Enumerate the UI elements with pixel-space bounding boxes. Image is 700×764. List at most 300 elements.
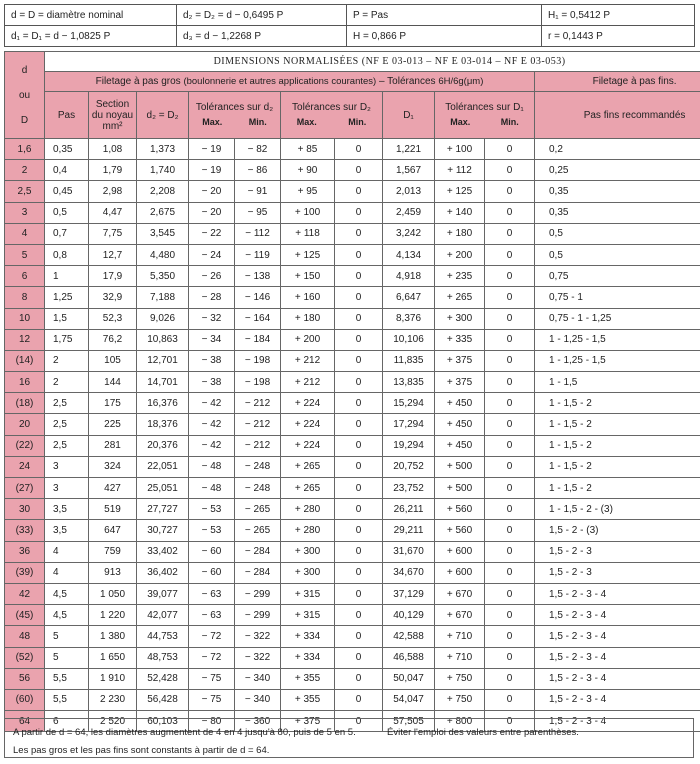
tol-d2-min-cell: − 184 xyxy=(235,329,281,350)
d2-cell: 10,863 xyxy=(137,329,189,350)
D1-cell: 8,376 xyxy=(383,308,435,329)
d2-cell: 14,701 xyxy=(137,372,189,393)
table-row xyxy=(5,139,700,160)
dimensions-table xyxy=(4,51,700,732)
coarse-thread-header xyxy=(45,72,535,92)
tol-d2-min-cell: − 119 xyxy=(235,244,281,265)
tol-d2-max-cell: − 22 xyxy=(189,223,235,244)
tol-D1-max-cell: + 450 xyxy=(435,393,485,414)
tol-D2-min-cell: 0 xyxy=(335,160,383,181)
D1-cell: 1,221 xyxy=(383,139,435,160)
d-header-line: d xyxy=(21,64,28,76)
tol-D1-max-cell: + 600 xyxy=(435,562,485,583)
tol-D1-header xyxy=(435,92,535,139)
fine-pitch-header: Pas fins recommandés xyxy=(535,92,700,139)
fine-pitch-cell: 1,5 - 2 - 3 - 4 xyxy=(535,583,700,604)
tol-D2-max-cell: + 300 xyxy=(281,541,335,562)
diameter-cell: (27) xyxy=(5,478,45,499)
tol-d2-min-cell: − 82 xyxy=(235,139,281,160)
tol-D1-min-cell: 0 xyxy=(485,244,535,265)
min-label: Min. xyxy=(348,117,367,127)
tol-D1-min-cell: 0 xyxy=(485,499,535,520)
tol-d2-min-cell: − 212 xyxy=(235,435,281,456)
pitch-cell: 3 xyxy=(45,478,89,499)
tol-D2-max-cell: + 300 xyxy=(281,562,335,583)
tol-D2-max-cell: + 180 xyxy=(281,308,335,329)
tol-D1-max-cell: + 265 xyxy=(435,287,485,308)
tol-d2-max-cell: − 48 xyxy=(189,478,235,499)
fine-pitch-cell: 1 - 1,25 - 1,5 xyxy=(535,350,700,371)
diameter-cell: 48 xyxy=(5,626,45,647)
table-row xyxy=(5,435,700,456)
section-cell: 1 220 xyxy=(89,605,137,626)
tol-D2-header xyxy=(281,92,383,139)
pitch-cell: 2,5 xyxy=(45,393,89,414)
tol-D2-max-cell: + 334 xyxy=(281,626,335,647)
D1-cell: 54,047 xyxy=(383,689,435,710)
tol-D1-max-cell: + 560 xyxy=(435,499,485,520)
D1-cell: 6,647 xyxy=(383,287,435,308)
table-row xyxy=(5,605,700,626)
definition-cell: d = D = diamètre nominal xyxy=(5,5,177,26)
diameter-cell: (39) xyxy=(5,562,45,583)
section-header-line: mm² xyxy=(102,120,123,132)
d2-cell: 20,376 xyxy=(137,435,189,456)
d2-cell: 18,376 xyxy=(137,414,189,435)
fine-pitch-cell: 1 - 1,5 - 2 xyxy=(535,414,700,435)
fine-pitch-cell: 1,5 - 2 - 3 - 4 xyxy=(535,668,700,689)
tol-D2-min-cell: 0 xyxy=(335,329,383,350)
section-cell: 4,47 xyxy=(89,202,137,223)
pitch-cell: 1,5 xyxy=(45,308,89,329)
diameter-cell: 20 xyxy=(5,414,45,435)
D1-cell: 15,294 xyxy=(383,393,435,414)
diameter-cell: 8 xyxy=(5,287,45,308)
tol-D2-min-cell: 0 xyxy=(335,414,383,435)
section-cell: 759 xyxy=(89,541,137,562)
diameter-cell: (33) xyxy=(5,520,45,541)
tol-d2-max-cell: − 28 xyxy=(189,287,235,308)
tol-D2-max-cell: + 90 xyxy=(281,160,335,181)
tol-d2-max-cell: − 63 xyxy=(189,583,235,604)
fine-pitch-cell: 1,5 - 2 - 3 xyxy=(535,541,700,562)
diameter-cell: 24 xyxy=(5,456,45,477)
table-row xyxy=(5,478,700,499)
tol-d2-max-cell: − 24 xyxy=(189,244,235,265)
footnote-parentheses: Éviter l'emploi des valeurs entre parenthèses. xyxy=(387,727,579,738)
section-cell: 52,3 xyxy=(89,308,137,329)
fine-thread-header: Filetage à pas fins. xyxy=(535,72,700,92)
pitch-cell: 5,5 xyxy=(45,668,89,689)
d-column-header xyxy=(5,52,45,139)
tol-d2-min-cell: − 91 xyxy=(235,181,281,202)
tol-d2-max-cell: − 19 xyxy=(189,160,235,181)
tol-D2-min-cell: 0 xyxy=(335,244,383,265)
tol-d2-min-cell: − 198 xyxy=(235,350,281,371)
tol-d2-max-cell: − 53 xyxy=(189,520,235,541)
tol-D1-max-cell: + 180 xyxy=(435,223,485,244)
pitch-cell: 5 xyxy=(45,626,89,647)
tol-D2-max-cell: + 224 xyxy=(281,414,335,435)
tol-d2-min-cell: − 322 xyxy=(235,626,281,647)
fine-pitch-cell: 0,75 - 1 - 1,25 xyxy=(535,308,700,329)
table-row xyxy=(5,562,700,583)
d2-cell: 25,051 xyxy=(137,478,189,499)
tol-D2-min-cell: 0 xyxy=(335,478,383,499)
tol-D2-max-cell: + 280 xyxy=(281,520,335,541)
fine-pitch-cell: 1 - 1,5 - 2 xyxy=(535,478,700,499)
D1-cell: 4,918 xyxy=(383,266,435,287)
fine-pitch-cell: 0,5 xyxy=(535,244,700,265)
tol-D1-max-cell: + 800 xyxy=(435,711,485,732)
D1-cell: 13,835 xyxy=(383,372,435,393)
d2-cell: 22,051 xyxy=(137,456,189,477)
tol-d2-min-cell: − 322 xyxy=(235,647,281,668)
footnote-diameters: A partir de d = 64, les diamètres augmentent de 4 en 4 jusqu'à 80, puis de 5 en 5. xyxy=(13,727,356,738)
tol-D1-min-cell: 0 xyxy=(485,605,535,626)
section-cell: 1 650 xyxy=(89,647,137,668)
formula-definitions xyxy=(4,4,695,47)
D1-cell: 19,294 xyxy=(383,435,435,456)
pitch-cell: 2,5 xyxy=(45,435,89,456)
table-title: DIMENSIONS NORMALISÉES (NF E 03-013 – NF E 03-014 – NF E 03-053) xyxy=(45,52,700,72)
tol-d2-max-cell: − 63 xyxy=(189,605,235,626)
d2-cell: 4,480 xyxy=(137,244,189,265)
coarse-label: Filetage à pas gros xyxy=(95,76,181,87)
D1-cell: 29,211 xyxy=(383,520,435,541)
tol-d2-min-cell: − 340 xyxy=(235,668,281,689)
d2-cell: 5,350 xyxy=(137,266,189,287)
d2-cell: 3,545 xyxy=(137,223,189,244)
tol-D1-min-cell: 0 xyxy=(485,711,535,732)
table-row xyxy=(5,499,700,520)
d2-cell: 33,402 xyxy=(137,541,189,562)
diameter-cell: 16 xyxy=(5,372,45,393)
tol-D2-min-cell: 0 xyxy=(335,350,383,371)
tol-D1-min-cell: 0 xyxy=(485,202,535,223)
tol-D2-min-cell: 0 xyxy=(335,668,383,689)
table-body xyxy=(5,139,700,732)
fine-pitch-cell: 0,75 - 1 xyxy=(535,287,700,308)
D1-cell: 50,047 xyxy=(383,668,435,689)
tol-D1-max-cell: + 200 xyxy=(435,244,485,265)
diameter-cell: (18) xyxy=(5,393,45,414)
D1-header: D₁ xyxy=(383,92,435,139)
d2-cell: 27,727 xyxy=(137,499,189,520)
tol-D2-max-cell: + 100 xyxy=(281,202,335,223)
section-cell: 32,9 xyxy=(89,287,137,308)
tol-D2-min-cell: 0 xyxy=(335,223,383,244)
tol-D1-max-cell: + 235 xyxy=(435,266,485,287)
tol-D1-min-cell: 0 xyxy=(485,562,535,583)
section-cell: 913 xyxy=(89,562,137,583)
tol-D1-max-cell: + 710 xyxy=(435,626,485,647)
tol-D2-max-cell: + 355 xyxy=(281,668,335,689)
section-header-line: Section xyxy=(95,98,130,110)
pitch-cell: 4 xyxy=(45,541,89,562)
fine-pitch-cell: 0,2 xyxy=(535,139,700,160)
tol-D1-min-cell: 0 xyxy=(485,287,535,308)
max-label: Max. xyxy=(296,117,317,127)
tol-D2-max-cell: + 334 xyxy=(281,647,335,668)
pitch-cell: 0,45 xyxy=(45,181,89,202)
tol-D1-max-cell: + 600 xyxy=(435,541,485,562)
pitch-cell: 2 xyxy=(45,372,89,393)
tol-d2-max-cell: − 60 xyxy=(189,541,235,562)
min-label: Min. xyxy=(248,117,267,127)
tol-D1-max-cell: + 670 xyxy=(435,583,485,604)
thread-dimensions-sheet xyxy=(4,4,694,758)
fine-pitch-cell: 0,35 xyxy=(535,181,700,202)
tol-d2-max-cell: − 26 xyxy=(189,266,235,287)
d-header-line: D xyxy=(20,114,29,126)
fine-pitch-cell: 1,5 - 2 - 3 - 4 xyxy=(535,689,700,710)
tol-D1-max-cell: + 375 xyxy=(435,350,485,371)
tol-d2-label: Tolérances sur d₂ xyxy=(195,102,274,113)
diameter-cell: 4 xyxy=(5,223,45,244)
footnotes xyxy=(4,718,694,758)
tol-D1-min-cell: 0 xyxy=(485,583,535,604)
diameter-cell: 2,5 xyxy=(5,181,45,202)
table-row xyxy=(5,668,700,689)
pitch-cell: 5 xyxy=(45,647,89,668)
fine-pitch-cell: 1,5 - 2 - 3 - 4 xyxy=(535,605,700,626)
d-header-line: ou xyxy=(18,89,31,101)
pitch-cell: 2,5 xyxy=(45,414,89,435)
d2-cell: 2,675 xyxy=(137,202,189,223)
tol-d2-min-cell: − 299 xyxy=(235,583,281,604)
tol-D1-min-cell: 0 xyxy=(485,456,535,477)
section-cell: 225 xyxy=(89,414,137,435)
section-cell: 2 230 xyxy=(89,689,137,710)
definition-row xyxy=(5,26,695,47)
pitch-cell: 4,5 xyxy=(45,605,89,626)
pas-header: Pas xyxy=(45,92,89,139)
tol-D2-max-cell: + 200 xyxy=(281,329,335,350)
fine-pitch-cell: 1 - 1,5 xyxy=(535,372,700,393)
D1-cell: 4,134 xyxy=(383,244,435,265)
section-header xyxy=(89,92,137,139)
table-row xyxy=(5,456,700,477)
tol-d2-min-cell: − 86 xyxy=(235,160,281,181)
section-cell: 1,79 xyxy=(89,160,137,181)
tol-d2-max-cell: − 20 xyxy=(189,202,235,223)
fine-pitch-cell: 1,5 - 2 - 3 - 4 xyxy=(535,647,700,668)
tol-D1-max-cell: + 140 xyxy=(435,202,485,223)
D1-cell: 17,294 xyxy=(383,414,435,435)
section-cell: 427 xyxy=(89,478,137,499)
tol-D1-min-cell: 0 xyxy=(485,414,535,435)
tolerance-label: – Tolérances xyxy=(379,76,436,87)
tol-d2-max-cell: − 34 xyxy=(189,329,235,350)
d2-cell: 1,740 xyxy=(137,160,189,181)
diameter-cell: 42 xyxy=(5,583,45,604)
tol-d2-min-cell: − 212 xyxy=(235,414,281,435)
D1-cell: 3,242 xyxy=(383,223,435,244)
tol-D1-min-cell: 0 xyxy=(485,372,535,393)
section-cell: 1 380 xyxy=(89,626,137,647)
D1-cell: 40,129 xyxy=(383,605,435,626)
d2-cell: 16,376 xyxy=(137,393,189,414)
D1-cell: 42,588 xyxy=(383,626,435,647)
pitch-cell: 5,5 xyxy=(45,689,89,710)
table-row xyxy=(5,647,700,668)
pitch-cell: 0,4 xyxy=(45,160,89,181)
pitch-cell: 6 xyxy=(45,711,89,732)
table-row xyxy=(5,160,700,181)
tol-D2-min-cell: 0 xyxy=(335,202,383,223)
tol-D2-min-cell: 0 xyxy=(335,520,383,541)
tol-d2-header xyxy=(189,92,281,139)
tol-D2-max-cell: + 265 xyxy=(281,478,335,499)
footnote-constant-pitch: Les pas gros et les pas fins sont constants à partir de d = 64. xyxy=(13,745,270,756)
tol-d2-max-cell: − 80 xyxy=(189,711,235,732)
tol-D1-max-cell: + 500 xyxy=(435,456,485,477)
tol-d2-max-cell: − 38 xyxy=(189,372,235,393)
D1-cell: 2,459 xyxy=(383,202,435,223)
tol-D2-min-cell: 0 xyxy=(335,562,383,583)
D1-cell: 46,588 xyxy=(383,647,435,668)
tol-d2-min-cell: − 138 xyxy=(235,266,281,287)
definition-cell: r = 0,1443 P xyxy=(542,26,695,47)
d2-header: d₂ = D₂ xyxy=(137,92,189,139)
tol-D2-min-cell: 0 xyxy=(335,711,383,732)
tol-d2-min-cell: − 198 xyxy=(235,372,281,393)
tol-D1-min-cell: 0 xyxy=(485,393,535,414)
tol-D1-min-cell: 0 xyxy=(485,668,535,689)
definition-cell: d₂ = D₂ = d − 0,6495 P xyxy=(177,5,347,26)
max-label: Max. xyxy=(450,117,471,127)
tol-d2-min-cell: − 95 xyxy=(235,202,281,223)
tol-D2-min-cell: 0 xyxy=(335,139,383,160)
tol-D2-min-cell: 0 xyxy=(335,372,383,393)
tol-D1-min-cell: 0 xyxy=(485,160,535,181)
tol-D2-max-cell: + 315 xyxy=(281,583,335,604)
tol-d2-max-cell: − 38 xyxy=(189,350,235,371)
diameter-cell: 30 xyxy=(5,499,45,520)
tol-D1-min-cell: 0 xyxy=(485,139,535,160)
pitch-cell: 1,75 xyxy=(45,329,89,350)
tol-d2-max-cell: − 48 xyxy=(189,456,235,477)
tol-d2-max-cell: − 60 xyxy=(189,562,235,583)
diameter-cell: 56 xyxy=(5,668,45,689)
tol-d2-min-cell: − 248 xyxy=(235,478,281,499)
table-row xyxy=(5,583,700,604)
tol-D2-max-cell: + 95 xyxy=(281,181,335,202)
pitch-cell: 1,25 xyxy=(45,287,89,308)
tolerance-grade: 6H/6g(μm) xyxy=(438,76,484,87)
table-row xyxy=(5,244,700,265)
pitch-cell: 0,35 xyxy=(45,139,89,160)
max-label: Max. xyxy=(202,117,223,127)
tol-D1-min-cell: 0 xyxy=(485,266,535,287)
D1-cell: 31,670 xyxy=(383,541,435,562)
diameter-cell: 10 xyxy=(5,308,45,329)
pitch-cell: 4,5 xyxy=(45,583,89,604)
tol-D1-max-cell: + 500 xyxy=(435,478,485,499)
fine-pitch-cell: 1 - 1,5 - 2 xyxy=(535,456,700,477)
tol-D2-max-cell: + 224 xyxy=(281,435,335,456)
section-cell: 7,75 xyxy=(89,223,137,244)
section-cell: 324 xyxy=(89,456,137,477)
tol-D1-max-cell: + 450 xyxy=(435,414,485,435)
diameter-cell: (60) xyxy=(5,689,45,710)
tol-D1-min-cell: 0 xyxy=(485,223,535,244)
pitch-cell: 0,5 xyxy=(45,202,89,223)
tol-d2-min-cell: − 212 xyxy=(235,393,281,414)
tol-D1-min-cell: 0 xyxy=(485,478,535,499)
d2-cell: 56,428 xyxy=(137,689,189,710)
tol-D1-min-cell: 0 xyxy=(485,435,535,456)
section-cell: 1 910 xyxy=(89,668,137,689)
definition-row xyxy=(5,5,695,26)
diameter-cell: 5 xyxy=(5,244,45,265)
tol-D2-min-cell: 0 xyxy=(335,605,383,626)
tol-D2-max-cell: + 118 xyxy=(281,223,335,244)
tol-D2-max-cell: + 85 xyxy=(281,139,335,160)
tol-D1-min-cell: 0 xyxy=(485,308,535,329)
tol-D2-max-cell: + 212 xyxy=(281,372,335,393)
tol-d2-min-cell: − 299 xyxy=(235,605,281,626)
D1-cell: 1,567 xyxy=(383,160,435,181)
d2-cell: 36,402 xyxy=(137,562,189,583)
tol-D2-max-cell: + 212 xyxy=(281,350,335,371)
D1-cell: 34,670 xyxy=(383,562,435,583)
tol-d2-min-cell: − 265 xyxy=(235,520,281,541)
tol-D2-min-cell: 0 xyxy=(335,456,383,477)
tol-d2-min-cell: − 360 xyxy=(235,711,281,732)
tol-D2-min-cell: 0 xyxy=(335,583,383,604)
table-row xyxy=(5,329,700,350)
tol-d2-min-cell: − 248 xyxy=(235,456,281,477)
fine-pitch-cell: 1,5 - 2 - 3 - 4 xyxy=(535,711,700,732)
fine-pitch-cell: 0,75 xyxy=(535,266,700,287)
tol-D2-min-cell: 0 xyxy=(335,689,383,710)
tol-D2-min-cell: 0 xyxy=(335,287,383,308)
fine-pitch-cell: 1 - 1,5 - 2 - (3) xyxy=(535,499,700,520)
diameter-cell: 1,6 xyxy=(5,139,45,160)
table-row xyxy=(5,287,700,308)
D1-cell: 23,752 xyxy=(383,478,435,499)
table-row xyxy=(5,520,700,541)
tol-D2-min-cell: 0 xyxy=(335,626,383,647)
tol-D2-min-cell: 0 xyxy=(335,266,383,287)
pitch-cell: 0,7 xyxy=(45,223,89,244)
tol-D1-max-cell: + 112 xyxy=(435,160,485,181)
definition-cell: H₁ = 0,5412 P xyxy=(542,5,695,26)
section-cell: 1,08 xyxy=(89,139,137,160)
d2-cell: 30,727 xyxy=(137,520,189,541)
tol-D2-max-cell: + 315 xyxy=(281,605,335,626)
table-row xyxy=(5,202,700,223)
tol-D1-min-cell: 0 xyxy=(485,626,535,647)
tol-D2-min-cell: 0 xyxy=(335,393,383,414)
d2-cell: 42,077 xyxy=(137,605,189,626)
pitch-cell: 0,8 xyxy=(45,244,89,265)
tol-d2-min-cell: − 164 xyxy=(235,308,281,329)
table-row xyxy=(5,626,700,647)
tol-D1-min-cell: 0 xyxy=(485,329,535,350)
tol-D1-max-cell: + 750 xyxy=(435,689,485,710)
tol-D2-label: Tolérances sur D₂ xyxy=(292,102,371,113)
tol-d2-min-cell: − 265 xyxy=(235,499,281,520)
tol-D1-max-cell: + 100 xyxy=(435,139,485,160)
tol-d2-min-cell: − 284 xyxy=(235,541,281,562)
section-cell: 647 xyxy=(89,520,137,541)
tol-d2-max-cell: − 42 xyxy=(189,393,235,414)
D1-cell: 26,211 xyxy=(383,499,435,520)
diameter-cell: (14) xyxy=(5,350,45,371)
